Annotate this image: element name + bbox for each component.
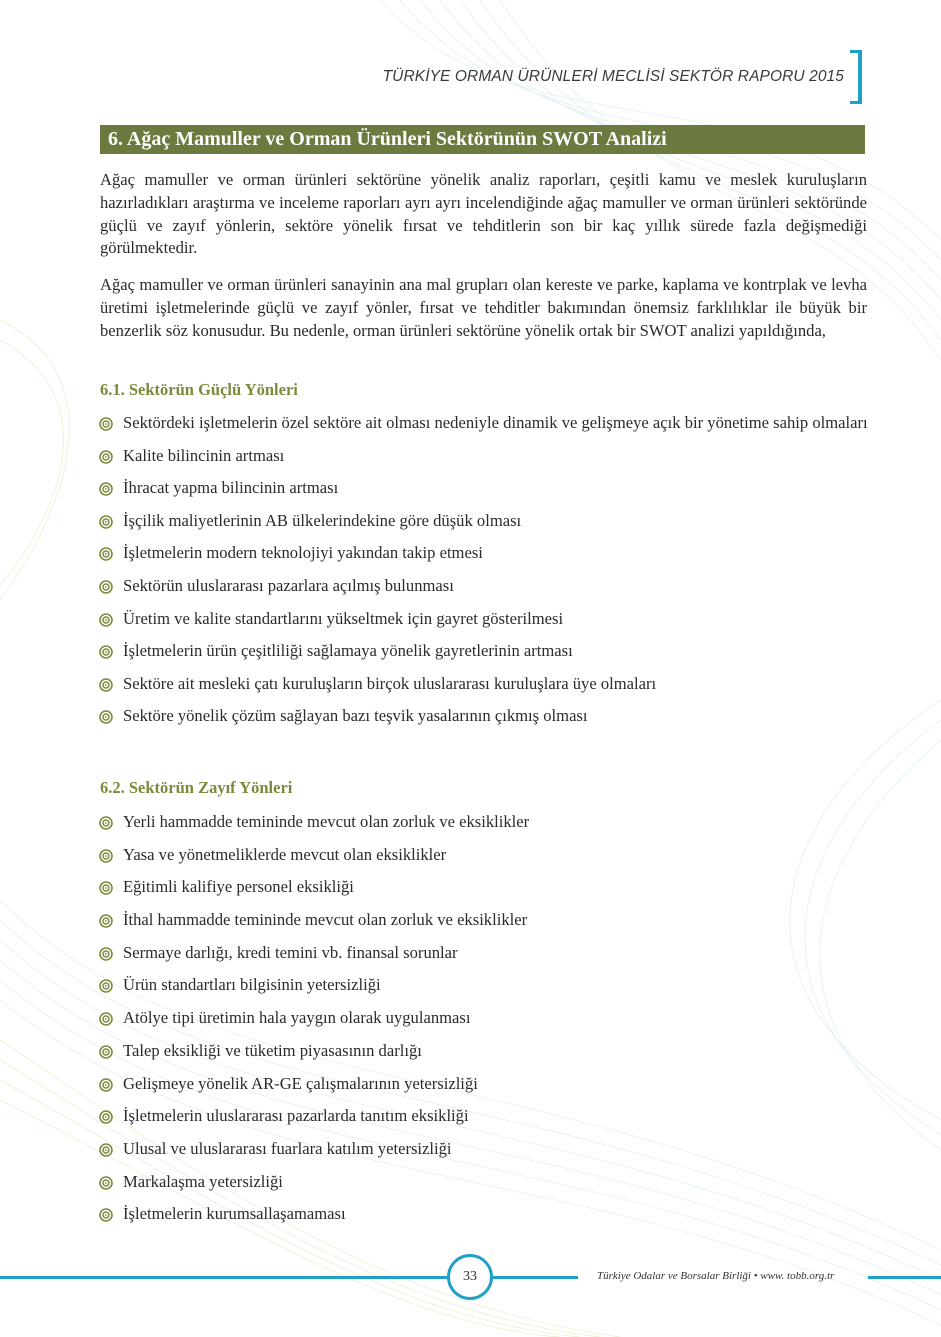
spiral-bullet-icon bbox=[99, 1045, 113, 1059]
list-item-text: Atölye tipi üretimin hala yaygın olarak uygulanması bbox=[123, 1008, 471, 1028]
list-item-text: Sektöre ait mesleki çatı kuruluşların birçok uluslararası kuruluşlara üye olmaları bbox=[123, 673, 657, 693]
list-item bbox=[99, 811, 869, 834]
list-item-text: Gelişmeye yönelik AR-GE çalışmalarının yetersizliği bbox=[123, 1073, 478, 1093]
list-item bbox=[99, 1105, 869, 1128]
list-item bbox=[99, 942, 869, 965]
spiral-bullet-icon bbox=[99, 547, 113, 561]
intro-paragraph-1: Ağaç mamuller ve orman ürünleri sektörüne yönelik analiz raporları, çeşitli kamu ve meslek kuruluşların hazırladıkları araştırma ve inceleme raporları ayrı ayrı incelendiğinde ağaç mamuller ve orman ürünleri sektöründe güçlü ve zayıf yönlerin, sektöre yönelik fırsat ve tehditlerin son bir kaç yıllık sürede fazla değişmediği görülmektedir. bbox=[100, 170, 867, 258]
list-item-text: Ulusal ve uluslararası fuarlara katılım yetersizliği bbox=[123, 1138, 452, 1158]
list-item bbox=[99, 876, 869, 899]
list-item-text: İşletmelerin modern teknolojiyi yakından takip etmesi bbox=[123, 543, 483, 563]
spiral-bullet-icon bbox=[99, 515, 113, 529]
spiral-bullet-icon bbox=[99, 482, 113, 496]
list-item bbox=[99, 974, 869, 997]
strengths-list bbox=[99, 412, 869, 738]
spiral-bullet-icon bbox=[99, 979, 113, 993]
list-item bbox=[99, 1171, 869, 1194]
list-item-text: Yasa ve yönetmeliklerde mevcut olan eksiklikler bbox=[123, 844, 447, 864]
list-item-text: Markalaşma yetersizliği bbox=[123, 1171, 283, 1191]
list-item-text: Talep eksikliği ve tüketim piyasasının darlığı bbox=[123, 1040, 422, 1060]
list-item-text: İşletmelerin kurumsallaşamaması bbox=[123, 1204, 346, 1224]
spiral-bullet-icon bbox=[99, 881, 113, 895]
spiral-bullet-icon bbox=[99, 645, 113, 659]
strengths-heading: 6.1. Sektörün Güçlü Yönleri bbox=[100, 380, 298, 399]
footer-rule-right bbox=[868, 1276, 941, 1279]
spiral-bullet-icon bbox=[99, 1012, 113, 1026]
spiral-bullet-icon bbox=[99, 1110, 113, 1124]
list-item bbox=[99, 412, 869, 435]
section-title-banner: 6. Ağaç Mamuller ve Orman Ürünleri Sektörünün SWOT Analizi bbox=[100, 125, 865, 154]
list-item-text: Ürün standartları bilgisinin yetersizliği bbox=[123, 975, 381, 995]
weaknesses-heading: 6.2. Sektörün Zayıf Yönleri bbox=[100, 778, 293, 797]
spiral-bullet-icon bbox=[99, 417, 113, 431]
list-item bbox=[99, 1073, 869, 1096]
list-item bbox=[99, 640, 869, 663]
page-number: 33 bbox=[447, 1254, 493, 1300]
list-item bbox=[99, 510, 869, 533]
list-item-text: Sektördeki işletmelerin özel sektöre ait olması nedeniyle dinamik ve gelişmeye açık bir yönetime sahip olmaları bbox=[123, 413, 868, 432]
spiral-bullet-icon bbox=[99, 947, 113, 961]
list-item-text: Eğitimli kalifiye personel eksikliği bbox=[123, 877, 354, 897]
footer-publisher: Türkiye Odalar ve Borsalar Birliği • www. tobb.org.tr bbox=[597, 1270, 835, 1282]
list-item bbox=[99, 1040, 869, 1063]
running-header: TÜRKİYE ORMAN ÜRÜNLERİ MECLİSİ SEKTÖR RAPORU 2015 bbox=[382, 68, 844, 85]
list-item-text: Sektöre yönelik çözüm sağlayan bazı teşvik yasalarının çıkmış olması bbox=[123, 706, 588, 726]
spiral-bullet-icon bbox=[99, 678, 113, 692]
footer-rule-left bbox=[0, 1276, 448, 1279]
list-item bbox=[99, 844, 869, 867]
list-item-text: Sermaye darlığı, kredi temini vb. finansal sorunlar bbox=[123, 942, 458, 962]
header-bracket-decoration bbox=[850, 50, 862, 104]
list-item-text: Üretim ve kalite standartlarını yükseltmek için gayret gösterilmesi bbox=[123, 608, 564, 628]
list-item bbox=[99, 477, 869, 500]
list-item bbox=[99, 673, 869, 696]
spiral-bullet-icon bbox=[99, 580, 113, 594]
spiral-bullet-icon bbox=[99, 849, 113, 863]
list-item-text: İthal hammadde temininde mevcut olan zorluk ve eksiklikler bbox=[123, 910, 528, 930]
spiral-bullet-icon bbox=[99, 914, 113, 928]
spiral-bullet-icon bbox=[99, 1208, 113, 1222]
list-item bbox=[99, 909, 869, 932]
spiral-bullet-icon bbox=[99, 613, 113, 627]
list-item-text: Yerli hammadde temininde mevcut olan zorluk ve eksiklikler bbox=[123, 812, 530, 831]
list-item-text: Sektörün uluslararası pazarlara açılmış bulunması bbox=[123, 575, 454, 595]
spiral-bullet-icon bbox=[99, 1078, 113, 1092]
weaknesses-list bbox=[99, 811, 869, 1236]
footer-rule-middle bbox=[492, 1276, 578, 1279]
spiral-bullet-icon bbox=[99, 450, 113, 464]
list-item-text: İşletmelerin ürün çeşitliliği sağlamaya yönelik gayretlerinin artması bbox=[123, 641, 573, 661]
spiral-bullet-icon bbox=[99, 816, 113, 830]
list-item bbox=[99, 705, 869, 728]
list-item bbox=[99, 575, 869, 598]
list-item-text: İşçilik maliyetlerinin AB ülkelerindekine göre düşük olması bbox=[123, 510, 522, 530]
list-item-text: İşletmelerin uluslararası pazarlarda tanıtım eksikliği bbox=[123, 1106, 469, 1126]
list-item bbox=[99, 542, 869, 565]
list-item bbox=[99, 1007, 869, 1030]
intro-paragraph-2: Ağaç mamuller ve orman ürünleri sanayinin ana mal grupları olan kereste ve parke, kaplama ve kontrplak ve levha üretimi işletmelerinde güçlü ve zayıf yönler, fırsat ve tehditler bakımından önemsiz farklılıklar ile büyük bir benzerlik söz konusudur. Bu nedenle, orman ürünleri sektörüne yönelik ortak bir SWOT analizi yapıldığında, bbox=[100, 275, 867, 340]
list-item bbox=[99, 1138, 869, 1161]
list-item-text: İhracat yapma bilincinin artması bbox=[123, 478, 339, 498]
spiral-bullet-icon bbox=[99, 1143, 113, 1157]
list-item-text: Kalite bilincinin artması bbox=[123, 445, 285, 465]
spiral-bullet-icon bbox=[99, 710, 113, 724]
spiral-bullet-icon bbox=[99, 1176, 113, 1190]
list-item bbox=[99, 1203, 869, 1226]
list-item bbox=[99, 608, 869, 631]
list-item bbox=[99, 445, 869, 468]
